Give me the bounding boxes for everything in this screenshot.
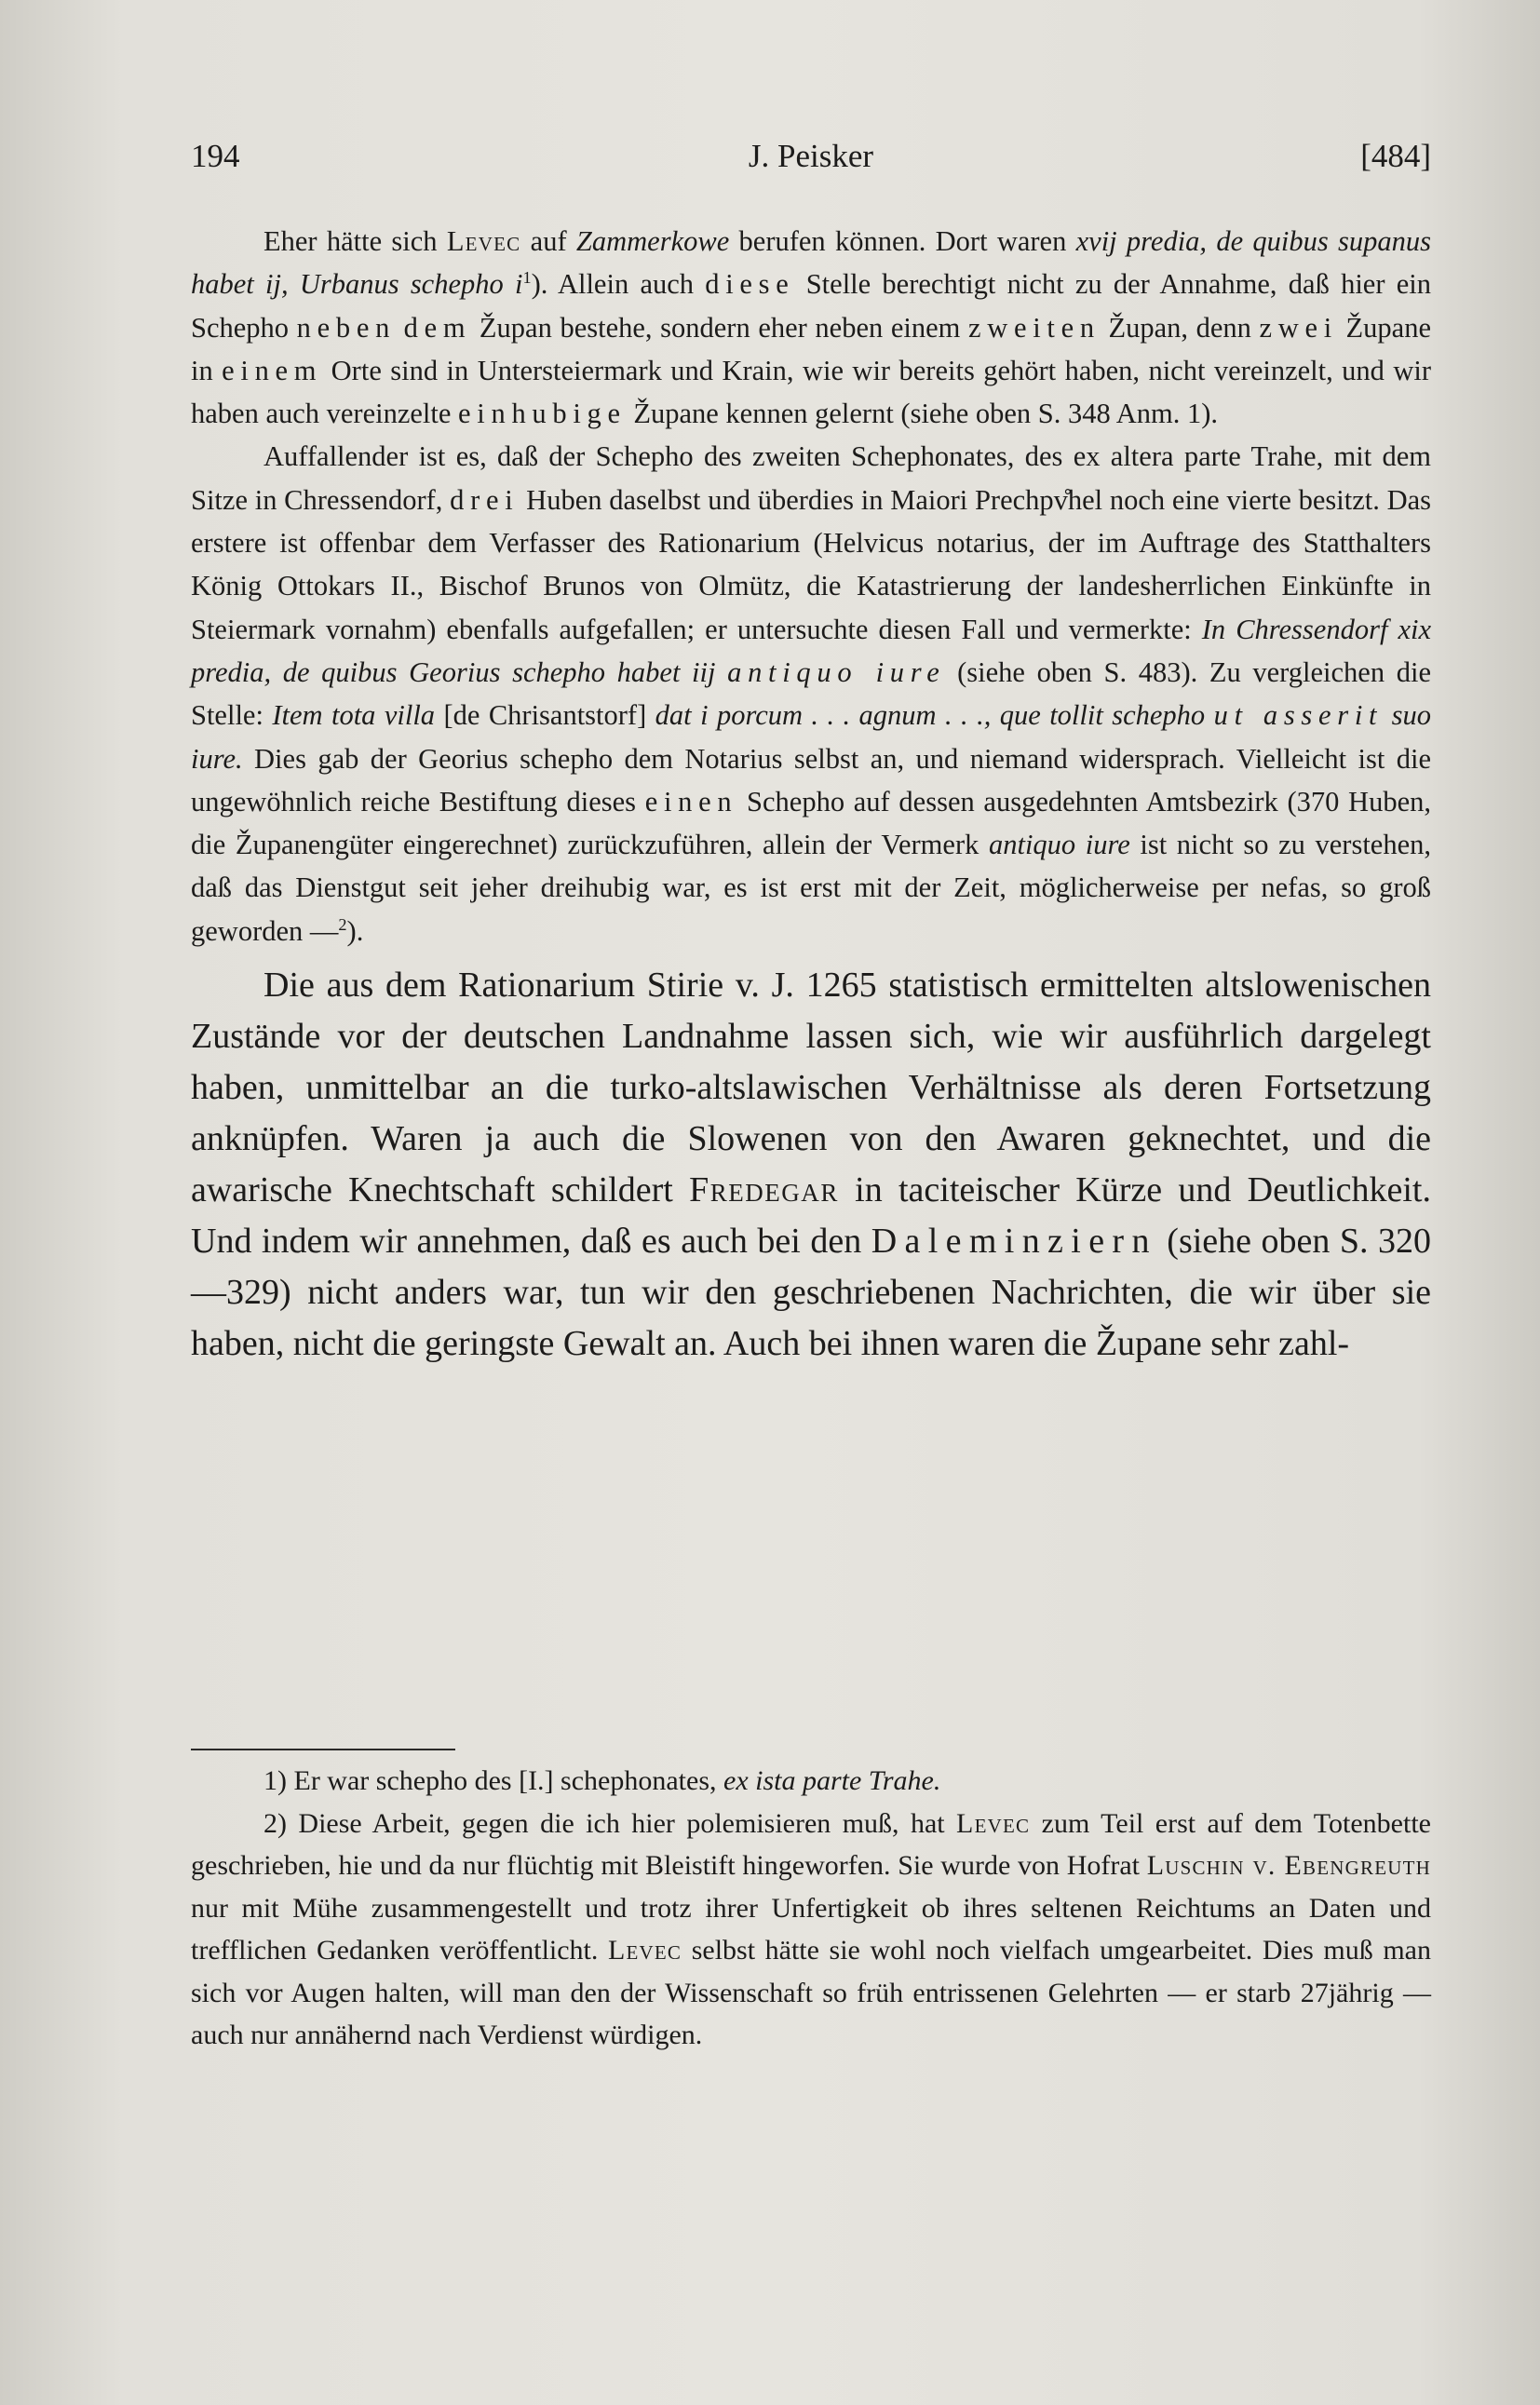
author-name: Fredegar <box>689 1170 839 1210</box>
paragraph-2: Auffallender ist es, daß der Schepho des zweiten Schephonates, des ex altera parte Trahe, mit dem Sitze in Chressendorf, drei Huben daselbst und überdies in Maiori Prechpv̊hel noch eine vierte besitzt. Das erstere ist offenbar dem Verfasser des Rationarium (Helvicus notarius, der im Auftrage des Statthalters König Ottokars II., Bischof Brunos von Olmütz, die Katastrierung der landesherrlichen Einkünfte in Steiermark vornahm) ebenfalls aufgefallen; er untersuchte diesen Fall und vermerkte: In Chressendorf xix predia, de quibus Georius schepho habet iij antiquo iure (siehe oben S. 483). Zu vergleichen die Stelle: Item tota villa [de Chrisantstorf] dat i porcum . . . agnum . . ., que tollit schepho ut asserit suo iure. Dies gab der Georius schepho dem Notarius selbst an, und niemand widersprach. Vielleicht ist die ungewöhnlich reiche Bestiftung dieses einen Schepho auf dessen ausgedehnten Amtsbezirk (370 Huben, die Županengüter eingerechnet) zurückzuführen, allein der Vermerk antiquo iure ist nicht so zu verstehen, daß das Dienstgut seit jeher dreihubig war, es ist erst mit der Zeit, möglicherweise per nefas, so groß geworden —$^2$). <box>191 440 1432 947</box>
footnotes <box>191 1760 1431 2057</box>
footnote-ref-2: 2 <box>338 914 347 934</box>
footnote-separator <box>191 1749 455 1750</box>
paragraph-1: Eher hätte sich Levec auf Zammerkowe berufen können. Dort waren xvij predia, de quibus supanus habet ij, Urbanus schepho $i^1$). Allein auch diese Stelle berechtigt nicht zu der Annahme, daß hier ein Schepho neben dem Župan bestehe, sondern eher neben einem zweiten Župan, denn zwei Župane in einem Orte sind in Untersteiermark und Krain, wie wir bereits gehört haben, nicht vereinzelt, und wir haben auch vereinzelte einhubige Župane kennen gelernt (siehe oben S. 348 Anm. 1). <box>191 225 1432 430</box>
footnote-2: 2) Diese Arbeit, gegen die ich hier polemisieren muß, hat Levec zum Teil erst auf dem Totenbette geschrieben, hie und da nur flüchtig mit Bleistift hingeworfen. Sie wurde von Hofrat Luschin v. Ebengreuth nur mit Mühe zusammengestellt und trotz ihrer Unfertigkeit ob ihres seltenen Reichtums an Daten und trefflichen Gedanken veröffentlicht. Levec selbst hätte sie wohl noch vielfach umgearbeitet. Dies muß man sich vor Augen halten, will man den der Wissenschaft so früh entrissenen Gelehrten — er starb 27jährig — auch nur annähernd nach Verdienst würdigen. <box>191 1807 1431 2050</box>
running-header <box>191 138 1431 184</box>
running-title: J. Peisker <box>748 138 874 174</box>
paragraph-3: Die aus dem Rationarium Stirie v. J. 1265 statistisch ermittelten altslowenischen Zustände vor der deutschen Landnahme lassen sich, wie wir ausführlich dargelegt haben, unmittelbar an die turko-altslawischen Verhältnisse als deren Fortsetzung anknüpfen. Waren ja auch die Slowenen von den Awaren geknechtet, und die awarische Knechtschaft schildert Fredegar in taciteischer Kürze und Deutlichkeit. Und indem wir annehmen, daß es auch bei den Daleminziern (siehe oben S. 320—329) nicht anders war, tun wir den geschriebenen Nachrichten, die wir über sie haben, nicht die geringste Gewalt an. Auch bei ihnen waren die Župane sehr zahl- <box>191 966 1432 1364</box>
original-page-number: [484] <box>1360 138 1431 174</box>
footnote-ref-1: 1 <box>522 268 532 288</box>
main-text <box>191 220 1431 1370</box>
author-name: Levec <box>446 225 521 257</box>
page-number: 194 <box>191 138 240 174</box>
footnote-1: 1) Er war schepho des [I.] schephonates, ex ista parte Trahe. <box>263 1765 941 1796</box>
